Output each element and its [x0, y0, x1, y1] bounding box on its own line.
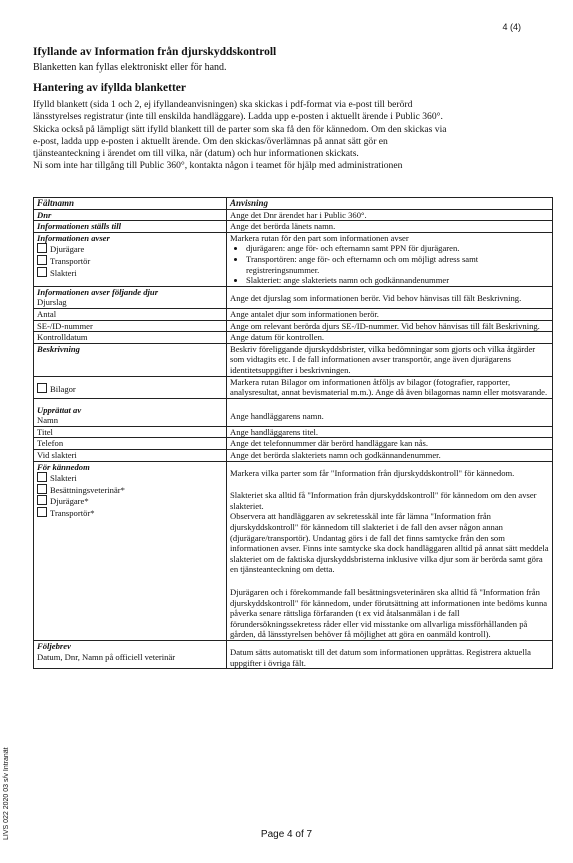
table-row: [34, 398, 553, 426]
row-text-avser: [227, 232, 553, 286]
section-title-ifyllande: Ifyllande av Information från djurskyddskontroll: [33, 46, 277, 58]
row-text-foljande: [227, 286, 553, 308]
row-cell-avser: [34, 232, 227, 286]
row-text-titel: Ange handläggarens titel.: [227, 426, 553, 438]
checkbox-label: Slakteri: [50, 267, 77, 278]
row-text-kontrolldatum: Ange datum för kontrollen.: [227, 332, 553, 344]
row-label-kannedom: För kännedom: [37, 461, 90, 472]
checkbox-slakteri-kannedom[interactable]: [37, 472, 47, 482]
row-label-kontrolldatum: Kontrolldatum: [34, 332, 227, 344]
table-row: [34, 450, 553, 462]
hantering-paragraph: [33, 99, 541, 173]
checkbox-djuragare-kannedom[interactable]: [37, 495, 47, 505]
checkbox-row: [37, 484, 223, 496]
row-cell-kannedom: [34, 461, 227, 640]
checkbox-transportor[interactable]: [37, 255, 47, 265]
row-label-upprattat: Upprättat av: [37, 404, 82, 415]
checkbox-djuragare[interactable]: [37, 243, 47, 253]
row-label-se: SE-/ID-nummer: [34, 320, 227, 332]
row-label-vid-slakteri: Vid slakteri: [34, 450, 227, 462]
instruction-table: [33, 197, 553, 669]
checkbox-row: [37, 243, 223, 255]
row-text: Ange handläggarens namn.: [230, 410, 324, 421]
avser-intro: Markera rutan för den part som informationen avser: [230, 232, 409, 243]
row-label-telefon: Telefon: [34, 438, 227, 450]
row-text-foljebrev: [227, 640, 553, 668]
paragraph-line: länsstyrelses registratur (inte till enskilda handläggare). Ladda upp e-posten i aktuellt ärende i Public 360°.: [33, 111, 443, 123]
checkbox-bilagor[interactable]: [37, 383, 47, 393]
table-row: [34, 308, 553, 320]
kannedom-p2: Slakteriet ska alltid få "Information från djurskyddskontroll" för kännedom om den avser slakteriet.: [230, 490, 537, 511]
avser-bullets: [230, 243, 549, 285]
paragraph-line: Ifylld blankett (sida 1 och 2, ej ifyllandeanvisningen) ska skickas i pdf-format via e-post till berörd: [33, 99, 413, 110]
row-text-beskrivning: Beskriv föreliggande djurskyddsbrister, vilka bedömningar som gjorts och vilka åtgärder som vidtagits etc. I de fall informationen avser transportör, ange även djurägarens identitetsuppgifter i beskrivningen.: [227, 343, 553, 376]
section-title-hantering: Hantering av ifyllda blanketter: [33, 82, 187, 94]
row-text-bilagor: Markera rutan Bilagor om informationen åtföljs av bilagor (fotografier, rapporter, analysresultat, annat bevismaterial m.m.). Ange då även bilagornas namn eller motsvarande.: [227, 376, 553, 398]
col-header-faltnamn: Fältnamn: [34, 198, 227, 210]
row-text: Datum sätts automatiskt till det datum som informationen upprättas. Registrera aktuella uppgifter i övriga fält.: [230, 646, 531, 668]
row-text-vid-slakteri: Ange det berörda slakteriets namn och godkännandenummer.: [227, 450, 553, 462]
row-sublabel-foljebrev: Datum, Dnr, Namn på officiell veterinär: [37, 651, 176, 662]
checkbox-label: Transportör: [50, 255, 91, 266]
table-row: [34, 209, 553, 221]
page-footer: Page 4 of 7: [260, 829, 313, 840]
checkbox-slakteri[interactable]: [37, 267, 47, 277]
list-item: • djurägaren: ange för- och efternamn samt PPN för djurägaren.: [246, 243, 549, 254]
checkbox-row: [37, 267, 223, 279]
table-row: [34, 426, 553, 438]
col-header-anvisning: Anvisning: [227, 198, 553, 210]
table-row: [34, 640, 553, 668]
row-label-titel: Titel: [34, 426, 227, 438]
row-label-beskrivning: Beskrivning: [34, 343, 227, 376]
section-text-ifyllande: Blanketten kan fyllas elektroniskt eller för hand.: [33, 62, 227, 73]
row-cell-upprattat: [34, 398, 227, 426]
row-text-telefon: Ange det telefonnummer där berörd handläggare kan nås.: [227, 438, 553, 450]
checkbox-label: Djurägare*: [50, 496, 89, 507]
row-cell-bilagor: [34, 376, 227, 398]
checkbox-row: [37, 472, 223, 484]
paragraph-line: Skicka också på lämpligt sätt ifylld blankett till de parter som ska få den för kännedom. Om den skickas via: [33, 123, 447, 135]
row-text-dnr: Ange det Dnr ärendet har i Public 360°.: [227, 209, 553, 221]
row-label-stalls: Informationen ställs till: [34, 221, 227, 233]
row-text-namn: [227, 398, 553, 426]
row-cell-foljebrev: [34, 640, 227, 668]
table-row: [34, 221, 553, 233]
paragraph-line: Ni som inte har tillgång till Public 360°, kontakta någon i teamet för hjälp med administrationen: [33, 160, 403, 172]
table-row: [34, 461, 553, 640]
paragraph-line: tjänsteanteckning i ärendet om till vilka, när (datum) och hur informationen skickats.: [33, 148, 359, 160]
row-label-antal: Antal: [34, 308, 227, 320]
page-count: 4 (4): [502, 22, 521, 32]
list-item: • Transportören: ange för- och efternamn och om möjligt adress samt registreringsnummer.: [246, 254, 549, 275]
checkbox-row: [37, 507, 223, 519]
row-label-namn: Namn: [37, 415, 59, 426]
table-row: [34, 232, 553, 286]
checkbox-label: Djurägare: [50, 244, 85, 255]
checkbox-label: Slakteri: [50, 473, 77, 484]
row-label-dnr: Dnr: [34, 209, 227, 221]
row-cell-foljande: [34, 286, 227, 308]
list-item: • Slakteriet: ange slakteriets namn och godkännandenummer: [246, 275, 549, 286]
checkbox-label: Transportör*: [50, 508, 95, 519]
checkbox-besattningsveterinar[interactable]: [37, 484, 47, 494]
row-label-bilagor: Bilagor: [50, 383, 76, 394]
table-row: [34, 438, 553, 450]
table-row: [34, 332, 553, 344]
row-text-stalls: Ange det berörda länets namn.: [227, 221, 553, 233]
checkbox-row: [37, 495, 223, 507]
kannedom-p1: Markera vilka parter som får "Information från djurskyddskontroll" för kännedom.: [230, 467, 515, 478]
table-row: [34, 343, 553, 376]
table-header-row: [34, 198, 553, 210]
checkbox-transportor-kannedom[interactable]: [37, 507, 47, 517]
kannedom-p3: Observera att handläggaren av sekretesskäl inte får lämna "Information från djurskyddskontroll" för kännedom till slakteriet i de fall den avser någon annan (djurägare/transportör). Undantag görs i de fall det finns samtycke från den som informationen avser. Finns inte samtycke ska dock handläggaren alltid på annat sätt meddela slakteriet om de faktiska djurskyddsbristerna inklusive vilka djur som är berörda samt göra en tjänsteanteckning om detta.: [230, 511, 549, 575]
row-sublabel-djurslag: Djurslag: [37, 297, 67, 308]
table-row: [34, 376, 553, 398]
table-row: [34, 320, 553, 332]
row-text-antal: Ange antalet djur som informationen berör.: [227, 308, 553, 320]
paragraph-line: e-post, ladda upp e-posten i aktuellt ärende. Om den skickas/överlämnas på annat sätt gör en: [33, 135, 388, 147]
row-text: Ange det djurslag som informationen berör. Vid behov hänvisas till fält Beskrivning.: [230, 292, 522, 303]
checkbox-label: Besättningsveterinär*: [50, 484, 125, 495]
row-text-se: Ange om relevant berörda djurs SE-/ID-nummer. Vid behov hänvisas till fält Beskrivning.: [227, 320, 553, 332]
side-document-code: LIVS 022 2020 03 s/v Intranät: [3, 747, 10, 840]
kannedom-p4: Djurägaren och i förekommande fall besättningsveterinären ska alltid få "Information från djurskyddskontroll" för kännedom, under förutsättning att informationen inte bedöms kunna påverka senare rättsliga förfaranden (t ex vid åtalsanmälan i de fall förundersökningssekretess råder eller vid misstanke om allvarliga missförhållanden på gården, då länsstyrelsen behöver få möjlighet att göra en oanmäld kontroll).: [230, 587, 548, 640]
row-label-avser: Informationen avser: [37, 232, 110, 243]
row-label-foljande: Informationen avser följande djur: [37, 286, 159, 297]
row-label-foljebrev: Följebrev: [37, 640, 71, 651]
table-row: [34, 286, 553, 308]
checkbox-row: [37, 255, 223, 267]
row-text-kannedom: [227, 461, 553, 640]
